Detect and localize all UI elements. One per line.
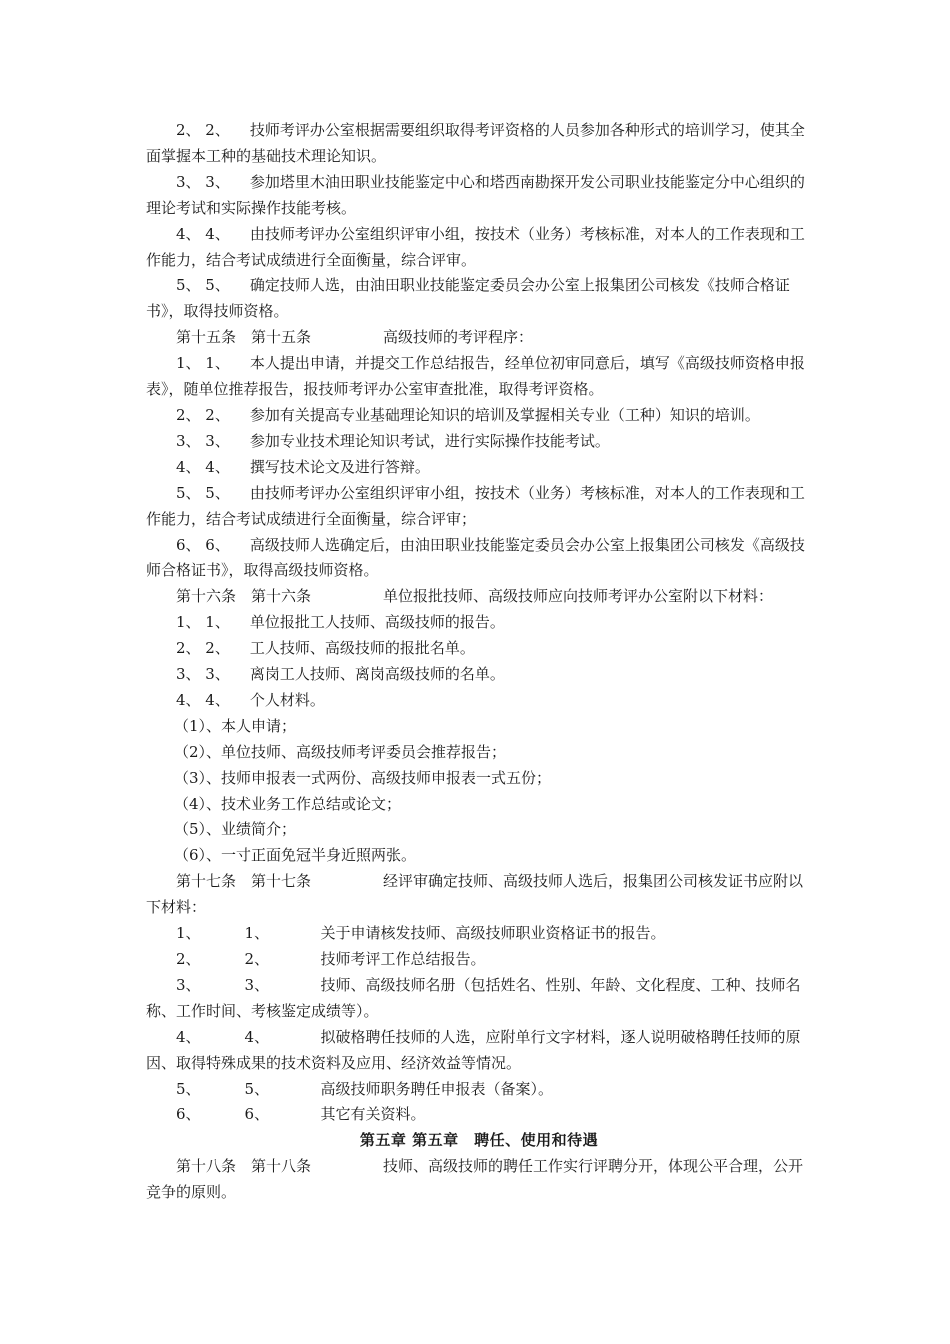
article-text: 技师、高级技师的聘任工作实行评聘分开，体现公平合理，公开竞争的原则。 — [146, 1157, 804, 1202]
item-number: 2、 2、 — [176, 405, 230, 424]
item-number: 6、 — [244, 1105, 270, 1124]
item-text: 拟破格聘任技师的人选，应附单行文字材料，逐人说明破格聘任技师的原因、取得特殊成果的技术资料及应用、经济效益等情况。 — [146, 1027, 801, 1072]
document-body — [146, 118, 812, 1206]
item-number: 3、 — [244, 975, 270, 994]
item-number: 2、 — [244, 950, 270, 968]
item-text: 技师考评办公室根据需要组织取得考评资格的人员参加各种形式的培训学习，使其全面掌握本工种的基础技术理论知识。 — [146, 121, 805, 165]
item-number: 3、 3、 — [176, 431, 230, 450]
sub-item: （6）、一寸正面免冠半身近照两张。 — [174, 846, 417, 865]
paragraph — [146, 429, 812, 455]
item-text: 参加专业技术理论知识考试，进行实际操作技能考试。 — [249, 431, 610, 450]
paragraph — [146, 610, 812, 636]
item-number: 5、 5、 — [176, 483, 230, 502]
item-number: 2、 2、 — [176, 121, 230, 139]
item-text: 离岗工人技师、离岗高级技师的名单。 — [249, 665, 505, 684]
item-text: 个人材料。 — [249, 690, 325, 709]
article-heading — [146, 325, 812, 351]
item-number: 1、 1、 — [176, 354, 230, 373]
chapter-heading: 第五章 第五章 聘任、使用和待遇 — [359, 1131, 599, 1150]
article-text: 经评审确定技师、高级技师人选后，报集团公司核发证书应附以下材料： — [146, 872, 804, 917]
item-text: 本人提出申请，并提交工作总结报告，经单位初审同意后，填写《高级技师资格申报表》，随单位推荐报告，报技师考评办公室审查批准，取得考评资格。 — [146, 354, 805, 399]
paragraph — [146, 973, 812, 1025]
paragraph — [146, 1102, 812, 1128]
item-number: 4、 4、 — [176, 224, 230, 243]
item-text: 技师考评工作总结报告。 — [320, 950, 486, 968]
article-heading — [146, 584, 812, 610]
article-text: 单位报批技师、高级技师应向技师考评办公室附以下材料： — [383, 587, 774, 606]
paragraph — [146, 481, 812, 533]
paragraph — [146, 455, 812, 481]
item-number: 1、 — [244, 924, 270, 943]
sub-item: （4）、技术业务工作总结或论文； — [174, 794, 402, 813]
item-number: 4、 4、 — [176, 457, 230, 476]
paragraph — [146, 921, 812, 947]
item-number: 4、 — [176, 1027, 201, 1046]
paragraph — [146, 533, 812, 585]
item-number: 4、 — [244, 1027, 270, 1046]
paragraph — [146, 273, 812, 325]
item-number: 6、 — [176, 1105, 201, 1124]
item-text: 确定技师人选，由油田职业技能鉴定委员会办公室上报集团公司核发《技师合格证书》，取得技师资格。 — [146, 276, 790, 321]
item-number: 4、 4、 — [176, 690, 230, 709]
paragraph — [146, 403, 812, 429]
item-text: 高级技师职务聘任申报表（备案）。 — [320, 1079, 554, 1098]
article-label: 第十六条 第十六条 — [176, 587, 312, 606]
item-text: 关于申请核发技师、高级技师职业资格证书的报告。 — [320, 924, 666, 943]
item-number: 3、 3、 — [176, 172, 230, 191]
item-number: 2、 2、 — [176, 639, 230, 658]
article-label: 第十七条 第十七条 — [176, 872, 312, 891]
paragraph — [146, 636, 812, 662]
item-number: 2、 — [176, 950, 201, 968]
paragraph — [146, 170, 812, 222]
item-number: 1、 1、 — [176, 613, 230, 632]
article-heading — [146, 869, 812, 921]
item-text: 参加塔里木油田职业技能鉴定中心和塔西南勘探开发公司职业技能鉴定分中心组织的理论考试和实际操作技能考核。 — [146, 172, 805, 217]
paragraph — [146, 351, 812, 403]
sub-item: （5）、业绩简介； — [174, 820, 297, 839]
paragraph — [146, 222, 812, 274]
paragraph — [146, 1025, 812, 1077]
item-text: 撰写技术论文及进行答辩。 — [249, 457, 430, 476]
article-label: 第十八条 第十八条 — [176, 1157, 312, 1176]
item-number: 3、 — [176, 975, 201, 994]
item-number: 3、 3、 — [176, 665, 230, 684]
item-text: 由技师考评办公室组织评审小组，按技术（业务）考核标准，对本人的工作表现和工作能力，结合考试成绩进行全面衡量，综合评审。 — [146, 224, 805, 269]
paragraph — [146, 688, 812, 714]
item-number: 1、 — [176, 924, 201, 943]
item-text: 工人技师、高级技师的报批名单。 — [249, 639, 475, 658]
item-text: 技师、高级技师名册（包括姓名、性别、年龄、文化程度、工种、技师名称、工作时间、考核鉴定成绩等）。 — [146, 975, 801, 1020]
article-label: 第十五条 第十五条 — [176, 328, 312, 347]
article-text: 高级技师的考评程序： — [383, 328, 534, 347]
article-heading — [146, 1154, 812, 1206]
item-text: 高级技师人选确定后，由油田职业技能鉴定委员会办公室上报集团公司核发《高级技师合格证书》，取得高级技师资格。 — [146, 535, 805, 580]
paragraph — [146, 662, 812, 688]
item-text: 由技师考评办公室组织评审小组，按技术（业务）考核标准，对本人的工作表现和工作能力，结合考试成绩进行全面衡量，综合评审； — [146, 483, 805, 528]
paragraph — [146, 1077, 812, 1103]
item-text: 参加有关提高专业基础理论知识的培训及掌握相关专业（工种）知识的培训。 — [249, 405, 760, 424]
item-text: 单位报批工人技师、高级技师的报告。 — [249, 613, 505, 632]
sub-item: （3）、技师申报表一式两份、高级技师申报表一式五份； — [174, 768, 552, 787]
sub-item: （2）、单位技师、高级技师考评委员会推荐报告； — [174, 742, 507, 761]
item-number: 5、 — [176, 1079, 201, 1098]
paragraph — [146, 947, 812, 973]
item-number: 5、 — [244, 1079, 270, 1098]
item-number: 5、 5、 — [176, 276, 230, 295]
sub-item: （1）、本人申请； — [174, 716, 297, 735]
item-text: 其它有关资料。 — [320, 1105, 426, 1124]
item-number: 6、 6、 — [176, 535, 230, 554]
paragraph — [146, 118, 812, 170]
